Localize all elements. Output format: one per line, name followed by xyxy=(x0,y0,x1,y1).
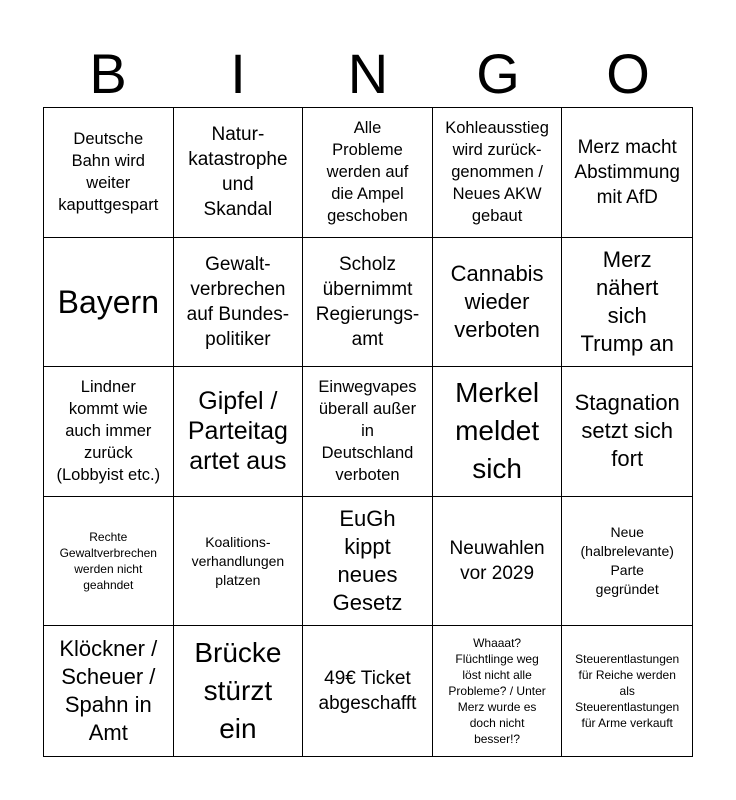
cell-text: EuGh kippt neues Gesetz xyxy=(332,506,403,616)
bingo-cell-r4c2[interactable] xyxy=(174,497,304,627)
header-letter-g: G xyxy=(476,42,520,105)
cell-text: Neue (halbrelevante) Parte gegründet xyxy=(580,524,674,598)
bingo-cell-r4c1[interactable] xyxy=(44,497,174,627)
cell-text: Merkel meldet sich xyxy=(455,377,540,485)
cell-text: Steuerentlastungen für Reiche werden als Steuerentlastungen für Arme verkauft xyxy=(575,652,680,731)
cell-text: Klöckner / Scheuer / Spahn in Amt xyxy=(59,636,158,746)
bingo-cell-r2c1[interactable] xyxy=(44,238,174,368)
cell-text: Natur- katastrophe und Skandal xyxy=(188,124,288,221)
bingo-cell-r3c3[interactable] xyxy=(303,367,433,497)
bingo-cell-r5c5[interactable] xyxy=(562,626,692,756)
bingo-cell-r2c5[interactable] xyxy=(562,238,692,368)
cell-text: Rechte Gewaltverbrechen werden nicht geahndet xyxy=(59,530,157,593)
cell-text: Scholz übernimmt Regierungs- amt xyxy=(315,253,420,350)
bingo-cell-r3c1[interactable] xyxy=(44,367,174,497)
bingo-cell-r2c2[interactable] xyxy=(174,238,304,368)
cell-text: 49€ Ticket abgeschafft xyxy=(318,668,417,715)
bingo-cell-r1c5[interactable] xyxy=(562,108,692,238)
cell-text: Deutsche Bahn wird weiter kaputtgespart xyxy=(58,130,159,215)
bingo-cell-r4c3[interactable] xyxy=(303,497,433,627)
bingo-header xyxy=(43,40,693,108)
bingo-cell-r3c2[interactable] xyxy=(174,367,304,497)
cell-text: Koalitions- verhandlungen platzen xyxy=(191,533,285,588)
bingo-cell-r3c5[interactable] xyxy=(562,367,692,497)
bingo-cell-r4c4[interactable] xyxy=(433,497,563,627)
bingo-cell-r3c4[interactable] xyxy=(433,367,563,497)
cell-text: Einwegvapes überall außer in Deutschland verboten xyxy=(318,378,417,485)
cell-text: Gipfel / Parteitag artet aus xyxy=(187,387,288,476)
bingo-cell-r1c2[interactable] xyxy=(174,108,304,238)
bingo-cell-r1c4[interactable] xyxy=(433,108,563,238)
bingo-cell-r5c1[interactable] xyxy=(44,626,174,756)
header-letter-b: B xyxy=(89,42,127,105)
cell-text: Gewalt- verbrechen auf Bundes- politiker xyxy=(186,253,290,350)
bingo-cell-r4c5[interactable] xyxy=(562,497,692,627)
cell-text: Kohleausstieg wird zurück- genommen / Neues AKW gebaut xyxy=(445,119,549,226)
cell-text: Cannabis wieder verboten xyxy=(450,260,544,342)
cell-text: Neuwahlen vor 2029 xyxy=(449,538,545,585)
bingo-cell-r1c1[interactable] xyxy=(44,108,174,238)
bingo-board xyxy=(43,107,693,757)
bingo-cell-r1c3[interactable] xyxy=(303,108,433,238)
cell-text: Whaaat? Flüchtlinge weg löst nicht alle Probleme? / Unter Merz wurde es doch nicht besser!? xyxy=(448,636,546,747)
bingo-cell-r5c2[interactable] xyxy=(174,626,304,756)
cell-text: Alle Probleme werden auf die Ampel geschoben xyxy=(326,119,409,226)
cell-text: Bayern xyxy=(57,283,159,320)
cell-text: Lindner kommt wie auch immer zurück (Lobbyist etc.) xyxy=(56,378,161,485)
bingo-cell-r5c4[interactable] xyxy=(433,626,563,756)
cell-text: Stagnation setzt sich fort xyxy=(574,390,680,472)
cell-text: Brücke stürzt ein xyxy=(194,637,282,745)
header-letter-n: N xyxy=(347,42,389,105)
bingo-cell-r2c3[interactable] xyxy=(303,238,433,368)
bingo-cell-r5c3[interactable] xyxy=(303,626,433,756)
header-letter-o: O xyxy=(606,42,650,105)
header-letter-i: I xyxy=(230,42,246,105)
bingo-cell-r2c4[interactable] xyxy=(433,238,563,368)
cell-text: Merz nähert sich Trump an xyxy=(580,246,674,356)
cell-text: Merz macht Abstimmung mit AfD xyxy=(574,136,680,208)
